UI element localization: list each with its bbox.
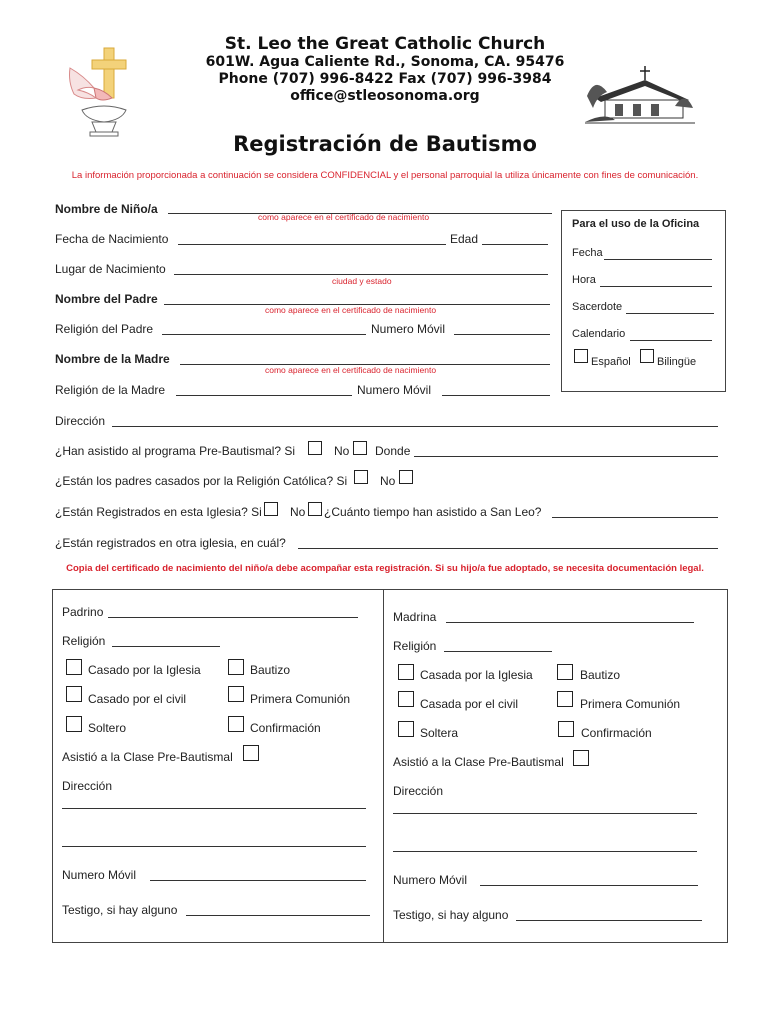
spanish-label: Español xyxy=(591,356,631,368)
birth-place-hint: ciudad y estado xyxy=(332,276,392,286)
mother-religion-label: Religión de la Madre xyxy=(55,383,166,397)
godfather-single-checkbox[interactable] xyxy=(66,716,82,732)
prebaptismal-no-label: No xyxy=(334,444,350,458)
father-mobile-field[interactable] xyxy=(454,334,550,335)
godfather-religion-label: Religión xyxy=(62,634,106,648)
father-name-label: Nombre del Padre xyxy=(55,292,158,306)
bilingual-label: Bilingüe xyxy=(657,356,697,368)
q-prebaptismal: ¿Han asistido al programa Pre-Bautismal? Si xyxy=(55,444,296,458)
godmother-religion-label: Religión xyxy=(393,639,437,653)
where-label: Donde xyxy=(375,444,411,458)
godmother-confirmation-label: Confirmación xyxy=(581,726,652,740)
godfather-address-label: Dirección xyxy=(62,779,113,793)
church-address: 601W. Agua Caliente Rd., Sonoma, CA. 95476 xyxy=(205,54,565,70)
birth-date-field[interactable] xyxy=(178,244,446,245)
birth-place-field[interactable] xyxy=(174,274,548,275)
godfather-witness-field[interactable] xyxy=(186,915,370,916)
office-time-field[interactable] xyxy=(600,286,712,287)
q-registered: ¿Están Registrados en esta Iglesia? Si xyxy=(55,505,262,519)
spanish-checkbox[interactable] xyxy=(574,349,588,363)
age-field[interactable] xyxy=(482,244,548,245)
q-other-church: ¿Están registrados en otra iglesia, en cuál? xyxy=(55,536,286,550)
godmother-mobile-label: Numero Móvil xyxy=(393,873,468,887)
mother-name-hint: como aparece en el certificado de nacimiento xyxy=(265,365,437,375)
other-church-field[interactable] xyxy=(298,548,718,549)
godmother-address-label: Dirección xyxy=(393,784,444,798)
godfather-mobile-field[interactable] xyxy=(150,880,366,881)
mother-mobile-label: Numero Móvil xyxy=(357,383,432,397)
q-married: ¿Están los padres casados por la Religión Católica? Si xyxy=(55,474,348,488)
prebaptismal-no-checkbox[interactable] xyxy=(353,441,367,455)
birth-date-label: Fecha de Nacimiento xyxy=(55,232,169,246)
married-no-label: No xyxy=(380,474,396,488)
father-mobile-label: Numero Móvil xyxy=(371,322,446,336)
godfather-baptism-checkbox[interactable] xyxy=(228,659,244,675)
godmother-mobile-field[interactable] xyxy=(480,885,698,886)
godmother-label: Madrina xyxy=(393,610,437,624)
godparents-box xyxy=(52,589,728,943)
godfather-class-label: Asistió a la Clase Pre-Bautismal xyxy=(62,750,233,764)
office-calendar-label: Calendario xyxy=(572,328,626,340)
where-field[interactable] xyxy=(414,456,718,457)
prebaptismal-yes-checkbox[interactable] xyxy=(308,441,322,455)
mother-mobile-field[interactable] xyxy=(442,395,550,396)
q-how-long: ¿Cuánto tiempo han asistido a San Leo? xyxy=(324,505,542,519)
godfather-address-line1[interactable] xyxy=(62,808,366,809)
godfather-confirmation-label: Confirmación xyxy=(250,721,321,735)
married-no-checkbox[interactable] xyxy=(399,470,413,484)
godfather-field[interactable] xyxy=(108,617,358,618)
how-long-field[interactable] xyxy=(552,517,718,518)
godparents-divider xyxy=(383,589,384,943)
child-name-label: Nombre de Niño/a xyxy=(55,202,158,216)
godfather-confirmation-checkbox[interactable] xyxy=(228,716,244,732)
godmother-communion-checkbox[interactable] xyxy=(557,691,573,707)
birth-cert-notice: Copia del certificado de nacimiento del niño/a debe acompañar esta registración. Si su hijo/a fue adoptado, se necesita documentación legal. xyxy=(66,563,704,574)
godmother-baptism-label: Bautizo xyxy=(580,668,621,682)
godmother-married-civil-checkbox[interactable] xyxy=(398,691,414,707)
godmother-single-label: Soltera xyxy=(420,726,459,740)
godmother-class-label: Asistió a la Clase Pre-Bautismal xyxy=(393,755,564,769)
office-time-label: Hora xyxy=(572,274,596,286)
address-field[interactable] xyxy=(112,426,718,427)
godfather-communion-checkbox[interactable] xyxy=(228,686,244,702)
form-title: Registración de Bautismo xyxy=(233,132,537,156)
birth-place-label: Lugar de Nacimiento xyxy=(55,262,166,276)
godmother-field[interactable] xyxy=(446,622,694,623)
office-priest-field[interactable] xyxy=(626,313,714,314)
age-label: Edad xyxy=(450,232,479,246)
office-date-field[interactable] xyxy=(604,259,712,260)
mother-name-label: Nombre de la Madre xyxy=(55,352,170,366)
godmother-single-checkbox[interactable] xyxy=(398,721,414,737)
address-label: Dirección xyxy=(55,414,106,428)
godmother-address-line2[interactable] xyxy=(393,851,697,852)
godfather-witness-label: Testigo, si hay alguno xyxy=(62,903,178,917)
confidential-notice: La información proporcionada a continuación se considera CONFIDENCIAL y el personal parroquial la utiliza únicamente con fines de comunicación. xyxy=(71,170,699,181)
godmother-baptism-checkbox[interactable] xyxy=(557,664,573,680)
godfather-baptism-label: Bautizo xyxy=(250,663,291,677)
godfather-married-civil-label: Casado por el civil xyxy=(88,692,187,706)
godfather-label: Padrino xyxy=(62,605,104,619)
godmother-address-line1[interactable] xyxy=(393,813,697,814)
child-name-hint: como aparece en el certificado de nacimiento xyxy=(258,212,430,222)
father-religion-label: Religión del Padre xyxy=(55,322,154,336)
registered-no-checkbox[interactable] xyxy=(308,502,322,516)
church-email: office@stleosonoma.org xyxy=(290,88,480,104)
godmother-confirmation-checkbox[interactable] xyxy=(558,721,574,737)
godmother-married-church-checkbox[interactable] xyxy=(398,664,414,680)
office-calendar-field[interactable] xyxy=(630,340,712,341)
godfather-religion-field[interactable] xyxy=(112,646,220,647)
registered-no-label: No xyxy=(290,505,306,519)
godfather-married-church-checkbox[interactable] xyxy=(66,659,82,675)
registered-yes-checkbox[interactable] xyxy=(264,502,278,516)
godfather-married-church-label: Casado por la Iglesia xyxy=(88,663,201,677)
church-phone: Phone (707) 996-8422 Fax (707) 996-3984 xyxy=(218,71,552,87)
office-date-label: Fecha xyxy=(572,247,603,259)
mother-religion-field[interactable] xyxy=(176,395,352,396)
godmother-married-church-label: Casada por la Iglesia xyxy=(420,668,533,682)
godmother-witness-label: Testigo, si hay alguno xyxy=(393,908,509,922)
godfather-single-label: Soltero xyxy=(88,721,127,735)
father-religion-field[interactable] xyxy=(162,334,366,335)
godfather-communion-label: Primera Comunión xyxy=(250,692,351,706)
office-priest-label: Sacerdote xyxy=(572,301,623,313)
godmother-witness-field[interactable] xyxy=(516,920,702,921)
office-title: Para el uso de la Oficina xyxy=(572,218,700,230)
godmother-religion-field[interactable] xyxy=(444,651,552,652)
godmother-class-checkbox[interactable] xyxy=(573,750,589,766)
godfather-mobile-label: Numero Móvil xyxy=(62,868,137,882)
godfather-married-civil-checkbox[interactable] xyxy=(66,686,82,702)
godmother-communion-label: Primera Comunión xyxy=(580,697,681,711)
godfather-class-checkbox[interactable] xyxy=(243,745,259,761)
church-name: St. Leo the Great Catholic Church xyxy=(224,34,546,54)
bilingual-checkbox[interactable] xyxy=(640,349,654,363)
married-yes-checkbox[interactable] xyxy=(354,470,368,484)
godfather-address-line2[interactable] xyxy=(62,846,366,847)
godmother-married-civil-label: Casada por el civil xyxy=(420,697,519,711)
father-name-hint: como aparece en el certificado de nacimiento xyxy=(265,305,437,315)
